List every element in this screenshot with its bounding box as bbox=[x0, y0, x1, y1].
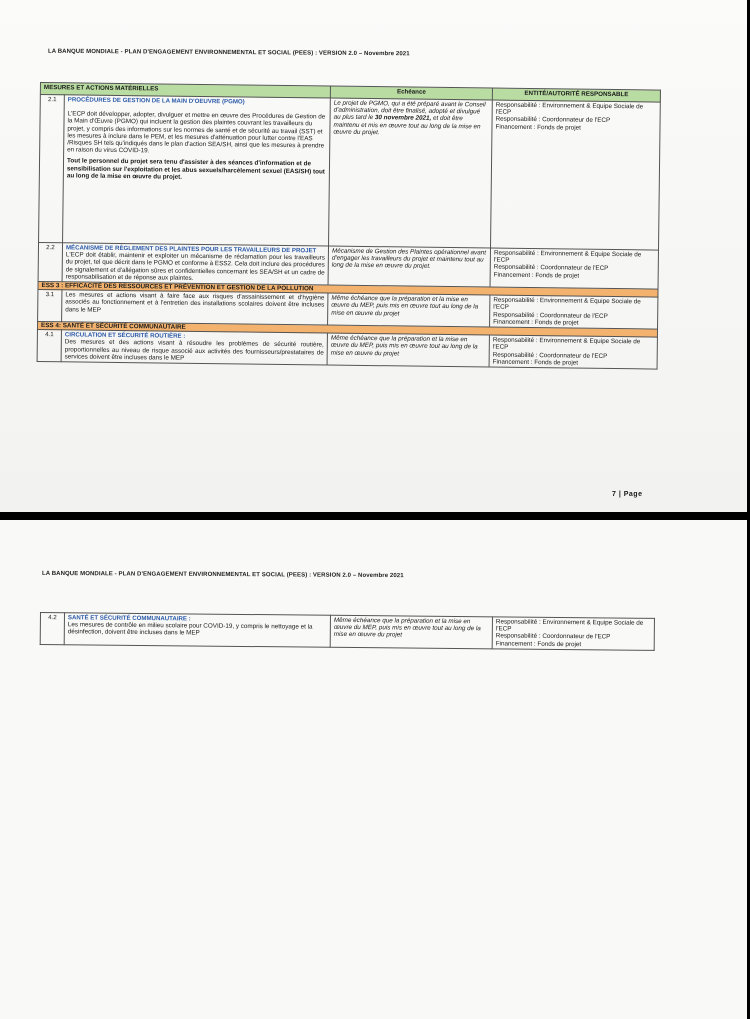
responsibility-line: Responsabilité : Environnement & Equipe Sociale de l'ECP bbox=[493, 249, 642, 264]
table-row-2-1 bbox=[39, 95, 661, 251]
measure-text-bold: Tout le personnel du projet sera tenu d'assister à des séances d'information et de sensibilisation sur l'exploitation et les abus sexuels/harcèlement sexuel (EAS/SH) tout au long de la mise en œuvre du projet. bbox=[66, 157, 325, 181]
column-header-measures: MESURES ET ACTIONS MATÉRIELLES bbox=[40, 83, 330, 99]
funding-line: Financement : Fonds de projet bbox=[495, 123, 581, 132]
measure-text: Les mesures de contrôle en milieu scolaire pour COVID-19, y compris le nettoyage et la désinfection, doivent être incluses dans le MEP bbox=[67, 621, 313, 637]
measure-text: L'ECP doit développer, adopter, divulguer et mettre en œuvre des Procédures de Gestion de la Main d'Œuvre (PGMO) qui incluent la gestion des plaintes couvrant les travailleurs du projet, y compris des informations sur les normes de santé et de sécurité au travail (SST) et les mesures à inclure dans le PEM, et les mesures d'atténuation pour lutter contre l'EAS /Risques SH tels qu'indiqués dans le plan d'action SEA/SH, ainsi que les mesures à prendre en raison du virus COVID-19. bbox=[67, 110, 326, 155]
row-number: 2.1 bbox=[39, 95, 65, 243]
responsibility-line: Responsabilité : Environnement & Equipe Sociale de l'ECP bbox=[493, 296, 641, 312]
column-header-deadline: Echéance bbox=[330, 86, 492, 100]
responsibility-line: Responsabilité : Coordonnateur de l'ECP bbox=[495, 632, 611, 641]
entity-cell bbox=[489, 335, 657, 369]
table-row-4-1 bbox=[37, 330, 657, 369]
entity-cell bbox=[492, 617, 654, 650]
funding-line: Financement : Fonds de projet bbox=[493, 318, 579, 327]
measure-cell bbox=[63, 95, 331, 246]
funding-line: Financement : Fonds de projet bbox=[495, 639, 582, 648]
commitments-table-continued bbox=[40, 612, 655, 651]
measure-cell bbox=[61, 330, 327, 365]
commitments-table bbox=[37, 82, 661, 370]
page-header: LA BANQUE MONDIALE - PLAN D'ENGAGEMENT ENVIRONNEMENTAL ET SOCIAL (PEES) : VERSION 2.0 – Novembre 2021 bbox=[41, 570, 404, 580]
entity-cell bbox=[490, 248, 658, 289]
responsibility-line: Responsabilité : Coordonnateur de l'ECP bbox=[495, 115, 611, 125]
section-title: ESS 3 : EFFICACITÉ DES RESSOURCES ET PRÉVENTION ET GESTION DE LA POLLUTION bbox=[38, 282, 658, 298]
deadline-cell: Même échéance que la préparation et la mise en œuvre du MEP, puis mis en œuvre tout au long de la mise en œuvre du projet bbox=[327, 333, 489, 367]
page-number: 7 | Page bbox=[612, 491, 643, 498]
measure-title: MÉCANISME DE RÈGLEMENT DES PLAINTES POUR LES TRAVAILLEURS DE PROJET bbox=[65, 244, 317, 255]
measure-text: L'ECP doit établir, maintenir et exploiter un mécanisme de réclamation pour les travailleurs du projet, tel que décrit dans le PGMO et conforme à ESS2. Cela doit inclure des procédures de signalement et d'allégation sûres et confidentielles concernant les SEA/SH et un cadre de responsabilisation et de réponse aux plaintes. bbox=[65, 251, 325, 282]
responsibility-line: Responsabilité : Environnement & Equipe Sociale de l'ECP bbox=[492, 336, 641, 352]
deadline-cell: Même échéance que la préparation et la mise en œuvre du MEP, puis mis en œuvre tout au long de la mise en œuvre du projet bbox=[328, 293, 490, 327]
responsibility-line: Responsabilité : Coordonnateur de l'ECP bbox=[493, 263, 609, 273]
row-number: 2.2 bbox=[38, 242, 62, 281]
table-row-4-2 bbox=[40, 613, 654, 651]
entity-cell bbox=[490, 295, 658, 329]
deadline-text-continued: et doit être maintenu et mis en œuvre tout au long de la mise en œuvre du projet. bbox=[333, 115, 481, 136]
column-header-entity: ENTITÉ/AUTORITÉ RESPONSABLE bbox=[492, 88, 660, 102]
measure-cell bbox=[64, 613, 330, 647]
deadline-cell bbox=[329, 98, 493, 248]
section-title: ESS 4: SANTÉ ET SÉCURITÉ COMMUNAUTAIRE bbox=[37, 322, 657, 338]
measure-cell: Les mesures et actions visant à faire face aux risques d'assainissement et d'hygiène associés au fonctionnement et à l'entretien des installations scolaires doivent être incluses dans le MEP bbox=[62, 290, 328, 325]
row-number: 4.2 bbox=[40, 613, 64, 645]
responsibility-line: Responsabilité : Coordonnateur de l'ECP bbox=[493, 311, 608, 320]
entity-cell bbox=[491, 100, 661, 250]
responsibility-line: Responsabilité : Environnement & Equipe Sociale de l'ECP bbox=[495, 101, 644, 116]
row-number: 4.1 bbox=[37, 330, 61, 362]
deadline-cell: Même échéance que la préparation et la mise en œuvre du MEP, puis mis en œuvre tout au long de la mise en œuvre du projet bbox=[330, 615, 492, 648]
measure-title: SANTÉ ET SÉCURITÉ COMMUNAUTAIRE : bbox=[67, 614, 191, 623]
funding-line: Financement : Fonds de projet bbox=[493, 271, 580, 280]
measure-title: CIRCULATION ET SÉCURITÉ ROUTIÈRE : bbox=[64, 331, 186, 341]
document-page-8 bbox=[0, 520, 747, 1019]
funding-line: Financement : Fonds de projet bbox=[492, 358, 579, 367]
measure-cell bbox=[62, 243, 328, 285]
deadline-text: Le projet de PGMO, qui a été préparé avant le Conseil d'administration, doit être finalisé, adopté et divulgué au plus tard le bbox=[333, 99, 486, 122]
responsibility-line: Responsabilité : Coordonnateur de l'ECP bbox=[492, 351, 608, 360]
page-header: LA BANQUE MONDIALE - PLAN D'ENGAGEMENT ENVIRONNEMENTAL ET SOCIAL (PEES) : VERSION 2.0 – Novembre 2021 bbox=[47, 48, 410, 58]
responsibility-line: Responsabilité : Environnement & Equipe Sociale de l'ECP bbox=[495, 618, 644, 633]
deadline-date: 30 novembre 2021, bbox=[374, 114, 432, 123]
measure-text: Des mesures et des actions visant à résoudre les problèmes de sécurité routière, proportionnelles au niveau de risque associé aux activités des fournisseurs/prestataires de services doivent être incluses dans le MEP bbox=[64, 338, 324, 362]
row-number: 3.1 bbox=[38, 290, 62, 322]
deadline-cell: Mécanisme de Gestion des Plaintes opérationnel avant d'engager les travailleurs du projet et maintenu tout au long de la mise en œuvre du projet. bbox=[328, 246, 490, 287]
measure-title: PROCÉDURES DE GESTION DE LA MAIN D'OEUVRE (PGMO) bbox=[67, 96, 245, 106]
